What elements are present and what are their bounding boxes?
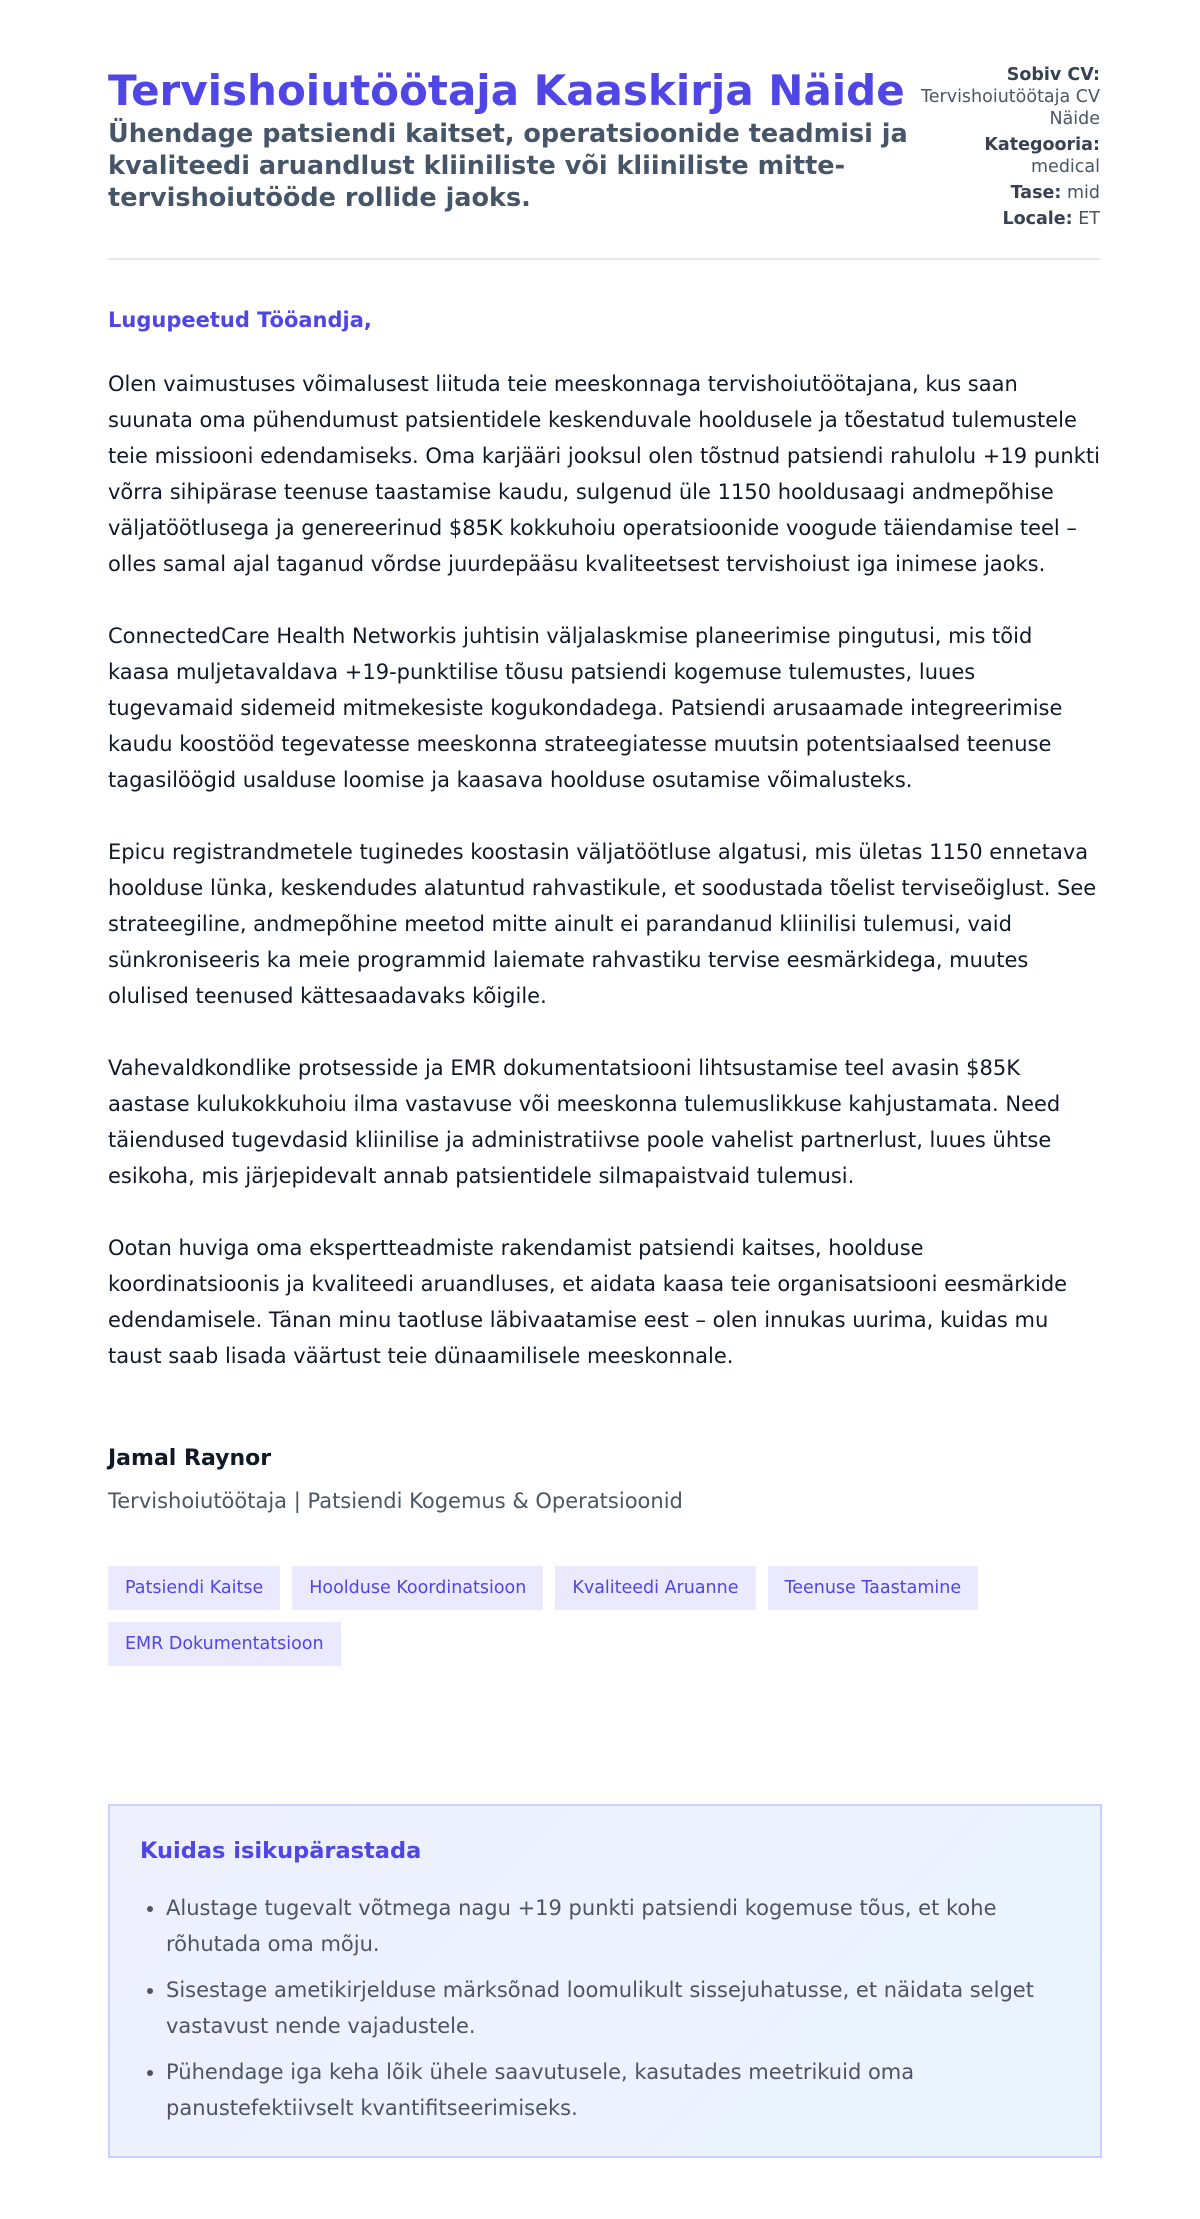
letter-paragraph: Ootan huviga oma ekspertteadmiste rakendamist patsiendi kaitses, hoolduse koordinatsioonis ja kvaliteedi aruandluses, et aidata kaasa teie organisatsiooni eesmärkide edendamisele. Tänan minu taotluse läbivaatamise eest – olen innukas uurima, kuidas mu taust saab lisada väärtust teie dünaamilisele meeskonnale. (108, 1236, 1068, 1368)
tip-item: • Alustage tugevalt võtmega nagu +19 punkti patsiendi kogemuse tõus, et kohe rõhutada oma mõju. (166, 1890, 1070, 1962)
meta-level-value: mid (1066, 183, 1100, 203)
letter-paragraph: Olen vaimustuses võimalusest liituda teie meeskonnaga tervishoiutöötajana, kus saan suunata oma pühendumust patsientidele keskenduvale hooldusele ja tõestatud tulemustele teie missiooni edendamiseks. Oma karjääri jooksul olen tõstnud patsiendi rahulolu +19 punkti võrra sihipärase teenuse taastamise kaudu, sulgenud üle 1150 hooldusaagi andmepõhise väljatöötlusega ja genereerinud $85K kokkuhoiu operatsioonide voogude täiendamise teel – olles samal ajal taganud võrdse juurdepääsu kvaliteetsest tervishoiust iga inimese jaoks. (108, 372, 1100, 576)
letter-paragraph: Epicu registrandmetele tuginedes koostasin väljatöötluse algatusi, mis ületas 1150 ennetava hoolduse lünka, keskendudes alatuntud rahvastikule, et soodustada tõelist terviseõiglust. See strateegiline, andmepõhine meetod mitte ainult ei parandanud kliinilisi tulemusi, vaid sünkroniseeris ka meie programmid laiemate rahvastiku tervise eesmärkidega, muutes olulised teenused kättesaadavaks kõigile. (108, 840, 1097, 1008)
letter-paragraph: ConnectedCare Health Networkis juhtisin väljalaskmise planeerimise pingutusi, mis tõid kaasa muljetavaldava +19-punktilise tõusu patsiendi kogemuse tulemustes, luues tugevamaid sidemeid mitmekesiste kogukondadega. Patsiendi arusaamade integreerimise kaudu koostööd tegevatesse meeskonna strateegiatesse muutsin potentsiaalsed teenuse tagasilöögid usalduse loomise ja kaasava hoolduse osutamise võimalusteks. (108, 624, 1063, 792)
page-subtitle: Ühendage patsiendi kaitset, operatsioonide teadmisi ja kvaliteedi aruandlust kliiniliste või kliiniliste mitte-tervishoiutööde rollide jaoks. (108, 119, 908, 213)
salutation: Lugupeetud Tööandja, (108, 308, 372, 332)
meta-cv (900, 64, 1100, 130)
meta-category-value: medical (1031, 157, 1100, 177)
skill-tag: Patsiendi Kaitse (108, 1566, 280, 1610)
meta-locale-label: Locale: (1002, 209, 1073, 229)
meta-locale (900, 208, 1100, 230)
skill-tags (108, 1566, 1100, 1678)
signature-name: Jamal Raynor (108, 1446, 272, 1471)
letter-paragraph: Vahevaldkondlike protsesside ja EMR dokumentatsiooni lihtsustamise teel avasin $85K aastase kulukokkuhoiu ilma vastavuse või meeskonna tulemuslikkuse kahjustamata. Need täiendused tugevdasid kliinilise ja administratiivse poole vahelist partnerlust, luues ühtse esikoha, mis järjepidevalt annab patsientidele silmapaistvaid tulemusi. (108, 1056, 1061, 1188)
header (108, 64, 1100, 229)
meta-locale-value: ET (1078, 209, 1100, 229)
meta-category-label: Kategooria: (984, 135, 1100, 155)
page-title: Tervishoiutöötaja Kaaskirja Näide (108, 66, 905, 115)
header-divider (108, 258, 1100, 260)
tip-item: • Sisestage ametikirjelduse märksõnad loomulikult sissejuhatusse, et näidata selget vastavust nende vajadustele. (166, 1972, 1070, 2044)
signature-role: Tervishoiutöötaja | Patsiendi Kogemus & Operatsioonid (108, 1489, 683, 1513)
meta-level-label: Tase: (1010, 183, 1062, 203)
letter-body (108, 304, 1100, 1678)
skill-tag: Hoolduse Koordinatsioon (292, 1566, 543, 1610)
personalization-tips-box (108, 1804, 1102, 2158)
meta-cv-value: Tervishoiutöötaja CV Näide (921, 87, 1100, 129)
tips-list (140, 1890, 1070, 2126)
skill-tag: Teenuse Taastamine (768, 1566, 979, 1610)
skill-tag: Kvaliteedi Aruanne (555, 1566, 755, 1610)
meta-category (900, 134, 1100, 178)
meta-panel (900, 64, 1100, 234)
meta-level (900, 182, 1100, 204)
tip-item: • Pühendage iga keha lõik ühele saavutusele, kasutades meetrikuid oma panustefektiivselt kvantifitseerimiseks. (166, 2054, 1070, 2126)
meta-cv-label: Sobiv CV: (1006, 65, 1100, 85)
tips-title: Kuidas isikupärastada (140, 1838, 422, 1864)
skill-tag: EMR Dokumentatsioon (108, 1622, 341, 1666)
